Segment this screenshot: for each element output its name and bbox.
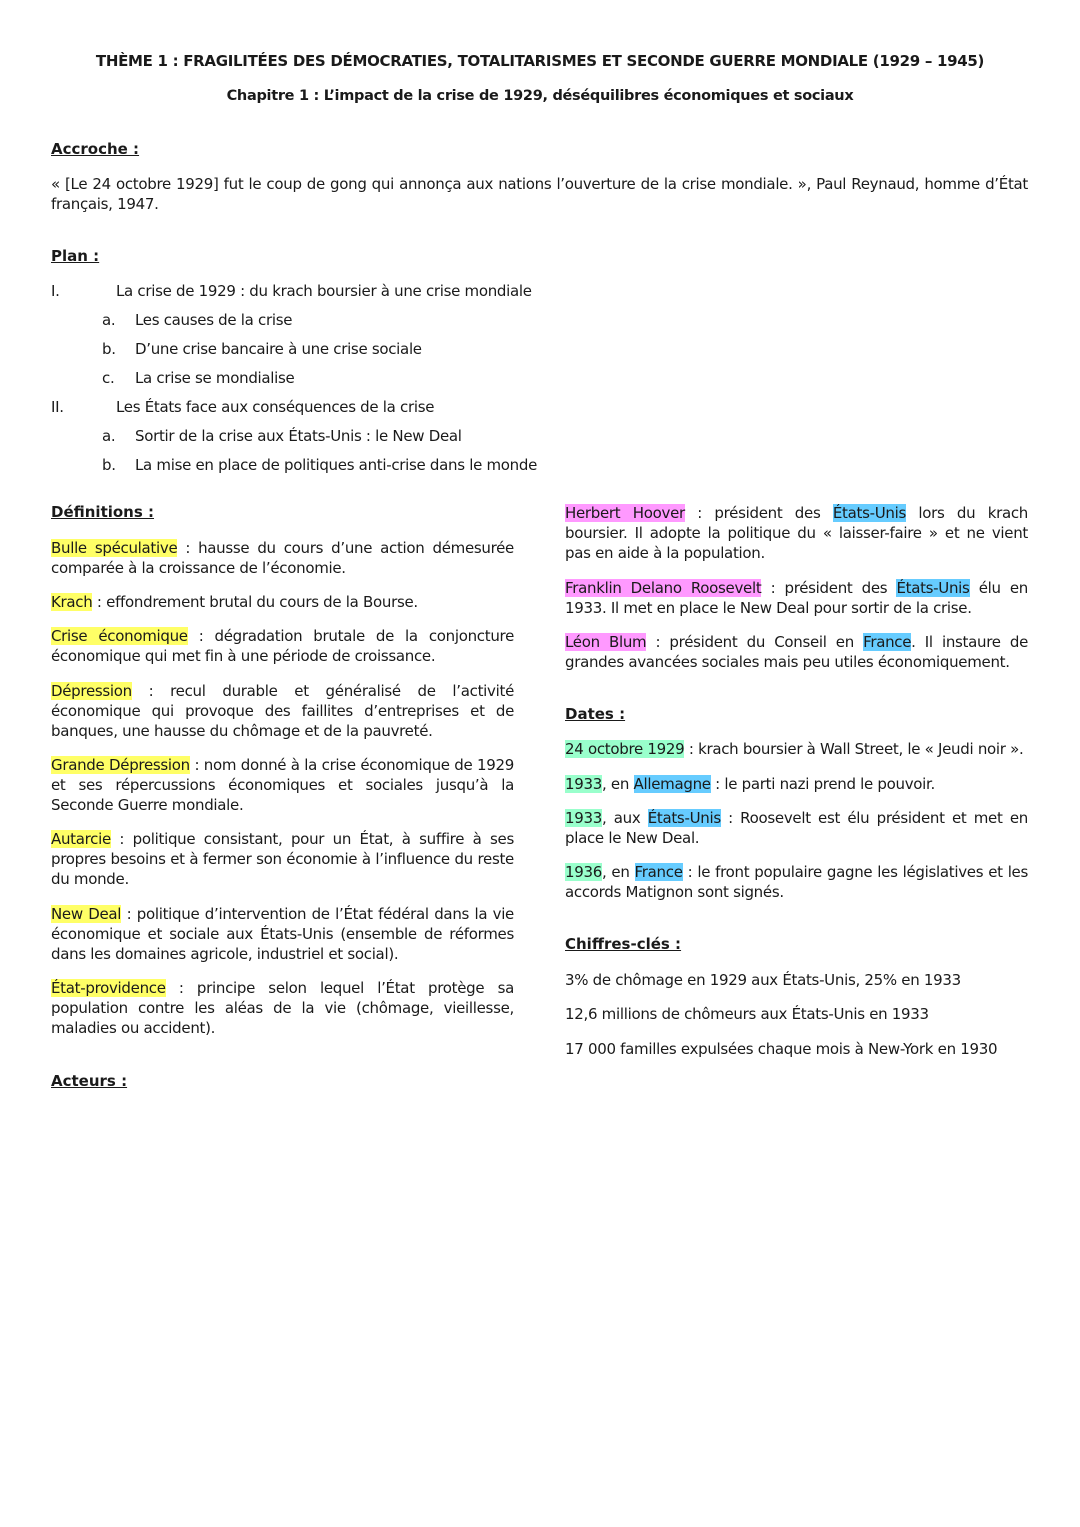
term-highlight: New Deal [51, 905, 122, 923]
term-highlight: Dépression [51, 682, 132, 700]
chapter-title: Chapitre 1 : L’impact de la crise de 1929, déséquilibres économiques et sociaux [226, 88, 854, 104]
date-item: 1933, en Allemagne : le parti nazi prend le pouvoir. [565, 775, 936, 793]
definition-item: Autarcie : politique consistant, pour un État, à suffire à ses propres besoins et à fermer son économie à l’influence du reste du monde. [51, 830, 514, 888]
date-item: 24 octobre 1929 : krach boursier à Wall Street, le « Jeudi noir ». [565, 740, 1024, 758]
chiffres-heading: Chiffres-clés : [565, 935, 682, 953]
date-highlight: 24 octobre 1929 [565, 740, 685, 758]
plan-heading: Plan : [51, 247, 100, 265]
date-highlight: 1933 [565, 775, 602, 793]
plan-item: I. La crise de 1929 : du krach boursier à une crise mondiale [51, 282, 532, 300]
date-highlight: 1933 [565, 809, 602, 827]
definition-item: New Deal : politique d’intervention de l’État fédéral dans la vie économique et sociale aux États-Unis (ensemble de réformes dans les domaines agricole, industriel et social). [51, 905, 514, 963]
country-highlight: États-Unis [647, 809, 721, 827]
country-highlight: États-Unis [832, 504, 906, 522]
dates-heading: Dates : [565, 705, 626, 723]
actor-item: Léon Blum : président du Conseil en France. Il instaure de grandes avancées sociales mais peu utiles économiquement. [565, 633, 1029, 671]
country-highlight: France [863, 633, 912, 651]
plan-item: a. Les causes de la crise [102, 311, 293, 329]
person-highlight: Léon Blum [565, 633, 647, 651]
definition-item: Grande Dépression : nom donné à la crise économique de 1929 et ses répercussions économiques et sociales jusqu’à la Seconde Guerre mondiale. [51, 756, 514, 814]
acteurs-heading: Acteurs : [51, 1072, 128, 1090]
definition-item: État-providence : principe selon lequel l’État protège sa population contre les aléas de la vie (chômage, vieillesse, maladies ou accident). [51, 979, 514, 1037]
key-figure: 17 000 familles expulsées chaque mois à New-York en 1930 [565, 1040, 998, 1058]
actor-item: Franklin Delano Roosevelt : président des États-Unis élu en 1933. Il met en place le New Deal pour sortir de la crise. [565, 579, 1028, 617]
person-highlight: Herbert Hoover [565, 504, 685, 522]
term-highlight: État-providence [51, 979, 166, 997]
plan-item: II. Les États face aux conséquences de la crise [51, 398, 435, 416]
accroche-heading: Accroche : [51, 140, 140, 158]
country-highlight: États-Unis [896, 579, 970, 597]
term-highlight: Krach [51, 593, 93, 611]
definition-item: Dépression : recul durable et généralisé de l’activité économique qui provoque des faillites d’entreprises et de banques, une hausse du chômage et de la pauvreté. [51, 682, 514, 740]
key-figure: 3% de chômage en 1929 aux États-Unis, 25% en 1933 [565, 971, 961, 989]
definition-item: Bulle spéculative : hausse du cours d’une action démesurée comparée à la croissance de l’économie. [51, 539, 514, 577]
country-highlight: France [634, 863, 683, 881]
term-highlight: Autarcie [51, 830, 111, 848]
date-item: 1936, en France : le front populaire gagne les législatives et les accords Matignon sont signés. [565, 863, 1028, 901]
definition-item: Krach : effondrement brutal du cours de la Bourse. [51, 593, 418, 611]
theme-title: THÈME 1 : FRAGILITÉES DES DÉMOCRATIES, TOTALITARISMES ET SECONDE GUERRE MONDIALE (1929 – 1945) [95, 52, 985, 70]
date-highlight: 1936 [565, 863, 602, 881]
definitions-heading: Définitions : [51, 503, 155, 521]
accroche-quote: « [Le 24 octobre 1929] fut le coup de gong qui annonça aux nations l’ouverture de la crise mondiale. », Paul Reynaud, homme d’État français, 1947. [51, 175, 1028, 213]
plan-item: a. Sortir de la crise aux États-Unis : le New Deal [102, 427, 462, 445]
plan-item: b. La mise en place de politiques anti-crise dans le monde [102, 456, 538, 474]
actor-item: Herbert Hoover : président des États-Unis lors du krach boursier. Il adopte la politique du « laisser-faire » et ne vient pas en aide à la population. [565, 504, 1028, 562]
person-highlight: Franklin Delano Roosevelt [565, 579, 762, 597]
definition-item: Crise économique : dégradation brutale de la conjoncture économique qui met fin à une période de croissance. [51, 627, 515, 665]
key-figure: 12,6 millions de chômeurs aux États-Unis en 1933 [565, 1005, 929, 1023]
country-highlight: Allemagne [633, 775, 711, 793]
date-item: 1933, aux États-Unis : Roosevelt est élu président et met en place le New Deal. [565, 809, 1028, 847]
term-highlight: Bulle spéculative [51, 539, 178, 557]
plan-item: c. La crise se mondialise [102, 369, 295, 387]
term-highlight: Grande Dépression [51, 756, 190, 774]
plan-item: b. D’une crise bancaire à une crise sociale [102, 340, 422, 358]
term-highlight: Crise économique [51, 627, 188, 645]
